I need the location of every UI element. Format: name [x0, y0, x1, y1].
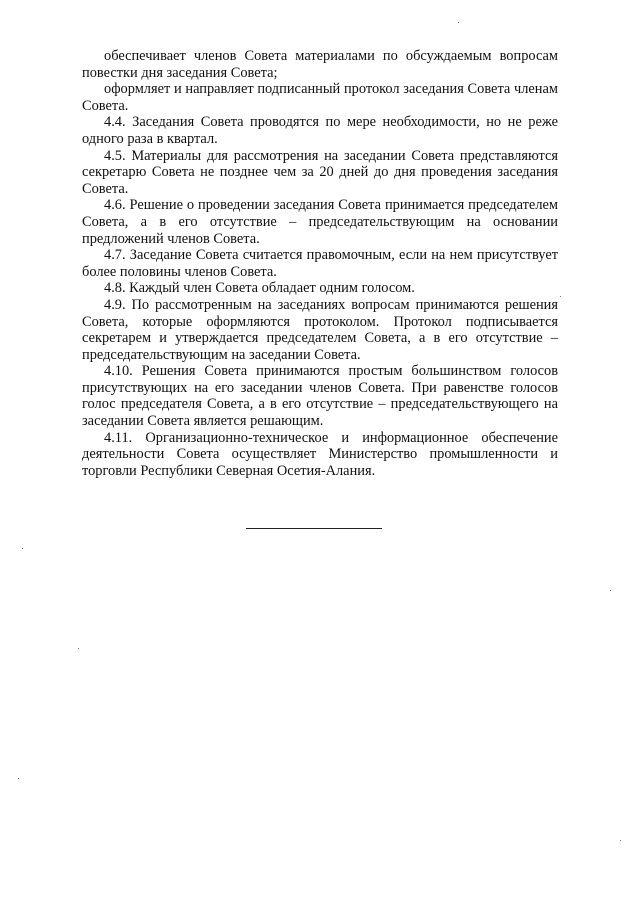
- paragraph-secretary-protocol: оформляет и направляет подписанный протокол заседания Совета членам Совета.: [82, 81, 558, 114]
- paragraph-4-4: 4.4. Заседания Совета проводятся по мере необходимости, но не реже одного раза в квартал.: [82, 114, 558, 147]
- scan-speck: [620, 840, 621, 841]
- paragraph-4-11: 4.11. Организационно-техническое и информационное обеспечение деятельности Совета осуществляет Министерство промышленности и торговли Республики Северная Осетия-Алания.: [82, 429, 558, 479]
- scan-speck: [610, 590, 611, 591]
- scan-speck: [458, 22, 459, 23]
- paragraph-4-7: 4.7. Заседание Совета считается правомочным, если на нем присутствует более половины членов Совета.: [82, 247, 558, 280]
- paragraph-4-10: 4.10. Решения Совета принимаются простым большинством голосов присутствующих на его заседании членов Совета. При равенстве голосов голос председателя Совета, а в его отсутствие – председательствующего на заседании Совета является решающим.: [82, 363, 558, 430]
- scan-speck: [18, 778, 19, 779]
- paragraph-4-8: 4.8. Каждый член Совета обладает одним голосом.: [104, 280, 415, 297]
- document-body: [82, 48, 558, 479]
- paragraph-4-9: 4.9. По рассмотренным на заседаниях вопросам принимаются решения Совета, которые оформляются протоколом. Протокол подписывается секретарем и утверждается председателем Совета, а в его отсутствие – председательствующим на заседании Совета.: [82, 296, 558, 363]
- scan-speck: [22, 548, 23, 549]
- scan-speck: [560, 296, 561, 297]
- scan-speck: [78, 648, 79, 649]
- paragraph-secretary-materials: обеспечивает членов Совета материалами по обсуждаемым вопросам повестки дня заседания Совета;: [82, 48, 558, 81]
- end-divider-line: [246, 528, 382, 529]
- paragraph-4-6: 4.6. Решение о проведении заседания Совета принимается председателем Совета, а в его отсутствие – председательствующим на основании предложений членов Совета.: [82, 197, 558, 247]
- paragraph-4-5: 4.5. Материалы для рассмотрения на заседании Совета представляются секретарю Совета не позднее чем за 20 дней до дня проведения заседания Совета.: [82, 147, 558, 197]
